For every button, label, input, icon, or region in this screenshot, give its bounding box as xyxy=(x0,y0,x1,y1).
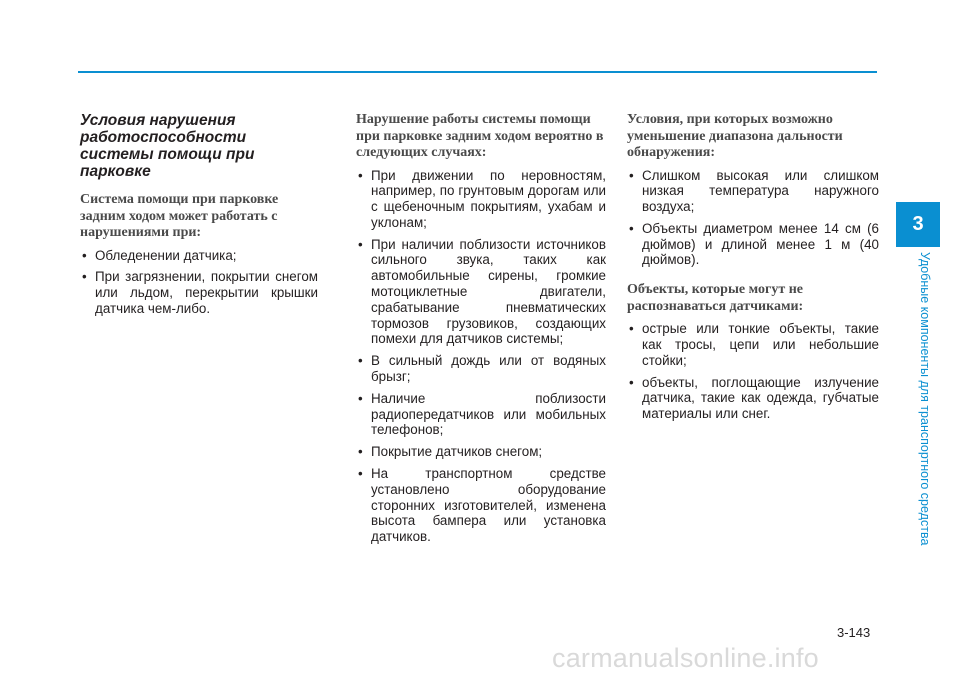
list-item: • При наличии поблизости источников сильного звука, таких как автомобильные сирены, громкие мотоциклетные двигатели, срабатывание пневматических тормозов грузовиков, создающих помехи для датчиков системы; xyxy=(356,237,606,348)
list-item: • В сильный дождь или от водяных брызг; xyxy=(356,353,606,385)
bullet-list xyxy=(80,248,318,317)
section-subheading: Система помощи при парковке задним ходом может работать с нарушениями при: xyxy=(80,192,279,240)
column-2 xyxy=(356,112,606,559)
section-heading: Условия, при которых возможно уменьшение диапазона дальности обнаружения: xyxy=(627,112,843,160)
chapter-title: Удобные компоненты для транспортного средства xyxy=(918,252,932,546)
list-item: • острые или тонкие объекты, такие как тросы, цепи или небольшие стойки; xyxy=(627,321,879,368)
list-item: • Наличие поблизости радиопередатчиков или мобильных телефонов; xyxy=(356,391,606,438)
list-item: • Покрытие датчиков снегом; xyxy=(356,444,606,460)
list-item: • При загрязнении, покрытии снегом или льдом, перекрытии крышки датчика чем-либо. xyxy=(80,269,318,316)
column-1 xyxy=(80,112,318,331)
page-number: 3-143 xyxy=(837,625,871,640)
list-item: • Объекты диаметром менее 14 см (6 дюймов) и длиной менее 1 м (40 дюймов). xyxy=(627,221,879,268)
watermark: carmanualsonline.info xyxy=(552,643,819,673)
top-rule xyxy=(78,71,877,73)
section-heading: Условия нарушения работоспособности системы помощи при парковке xyxy=(80,112,255,180)
chapter-number-tab: 3 xyxy=(896,202,940,247)
bullet-list xyxy=(627,168,879,269)
section-heading: Нарушение работы системы помощи при парковке задним ходом вероятно в следующих случаях: xyxy=(356,112,604,160)
list-item: • Обледенении датчика; xyxy=(80,248,318,264)
list-item: • Слишком высокая или слишком низкая температура наружного воздуха; xyxy=(627,168,879,215)
bullet-list xyxy=(356,168,606,546)
list-item: • При движении по неровностям, например, по грунтовым дорогам или с щебеночным покрытиям, ухабам и уклонам; xyxy=(356,168,606,231)
column-3 xyxy=(627,112,879,436)
list-item: • объекты, поглощающие излучение датчика, такие как одежда, губчатые материалы или снег. xyxy=(627,375,879,422)
bullet-list xyxy=(627,321,879,422)
list-item: • На транспортном средстве установлено оборудование сторонних изготовителей, изменена высота бампера или установка датчиков. xyxy=(356,466,606,545)
section-heading: Объекты, которые могут не распознаваться датчиками: xyxy=(627,282,804,314)
